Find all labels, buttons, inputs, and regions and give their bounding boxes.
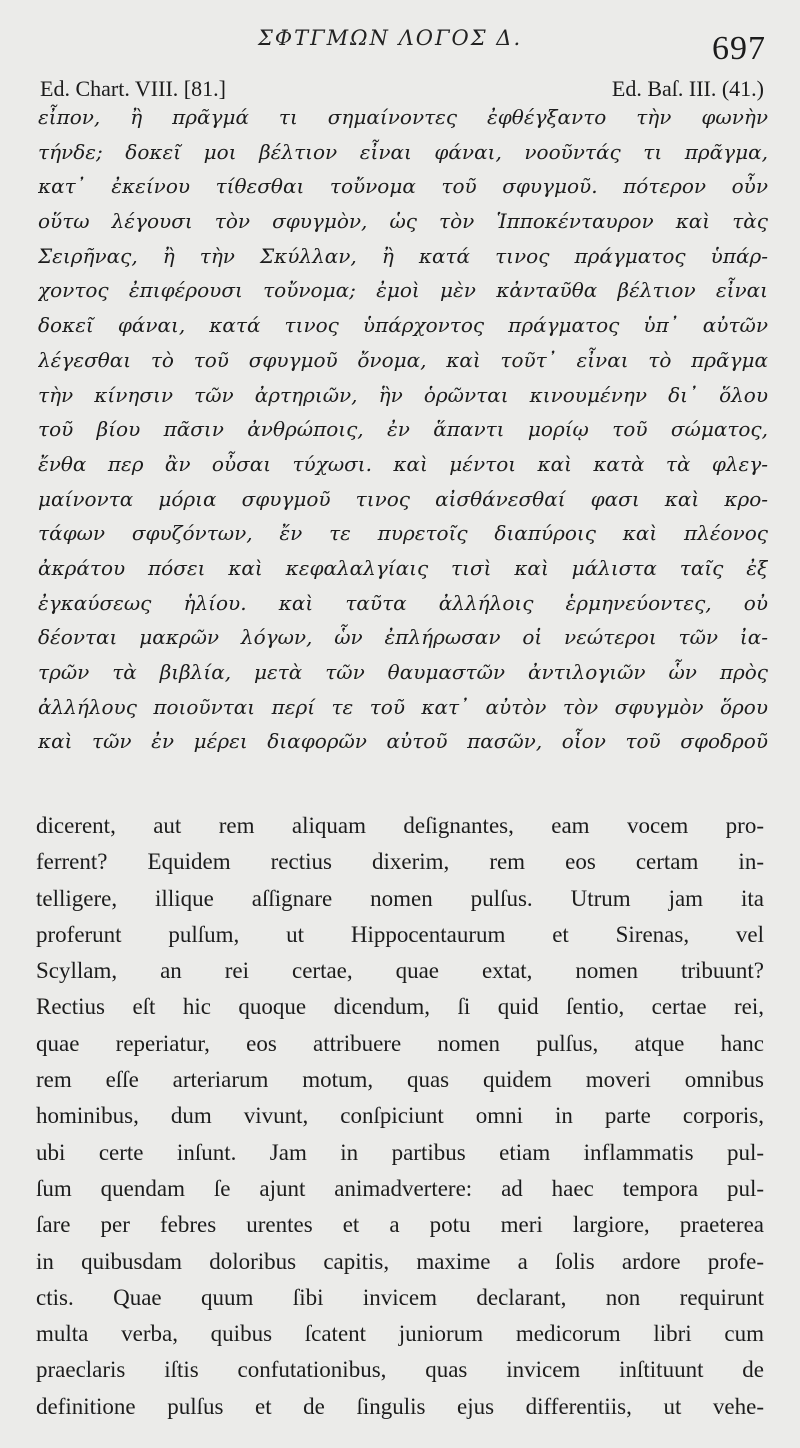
edition-reference-left: Ed. Chart. VIII. [81.] (40, 76, 226, 101)
greek-line: ἐγκαύσεως ἡλίου. καὶ ταῦτα ἀλλήλοις ἑρμηνεύοντες, οὐ (38, 590, 768, 615)
greek-line: καὶ τῶν ἐν μέρει διαφορῶν αὐτοῦ πασῶν, οἷον τοῦ σφοδροῦ (38, 729, 768, 754)
greek-line: Σειρῆνας, ἢ τὴν Σκύλλαν, ἢ κατά τινος πράγματος ὑπάρ- (38, 243, 768, 268)
latin-line: ctis. Quae quum ſibi invicem declarant, non requirunt (36, 1284, 764, 1310)
page-number: 697 (712, 30, 766, 67)
latin-line: hominibus, dum vivunt, conſpiciunt omni in parte corporis, (36, 1103, 764, 1129)
greek-line: κατ᾽ ἐκείνου τίθεσθαι τοὔνομα τοῦ σφυγμοῦ. πότερον οὖν (38, 174, 768, 199)
latin-line: dicerent, aut rem aliquam deſignantes, eam vocem pro- (36, 813, 764, 838)
latin-line: rem eſſe arteriarum motum, quas quidem moveri omnibus (36, 1067, 764, 1093)
latin-line: ferrent? Equidem rectius dixerim, rem eos certam in- (36, 849, 764, 875)
latin-line: ubi certe inſunt. Jam in partibus etiam inflammatis pul- (36, 1139, 764, 1165)
greek-line: μαίνοντα μόρια σφυγμοῦ τινος αἰσθάνεσθαί φασι καὶ κρο- (38, 486, 768, 511)
latin-line: definitione pulſus et de ſingulis ejus differentiis, ut vehe- (36, 1393, 764, 1419)
latin-line: quae reperiatur, eos attribuere nomen pulſus, atque hanc (36, 1030, 764, 1056)
greek-line: δέονται μακρῶν λόγων, ὧν ἐπλήρωσαν οἱ νεώτεροι τῶν ἰα- (38, 625, 768, 650)
greek-line: τοῦ βίου πᾶσιν ἀνθρώποις, ἐν ἅπαντι μορίῳ τοῦ σώματος, (38, 417, 768, 442)
greek-line: ἀλλήλους ποιοῦνται περί τε τοῦ κατ᾽ αὐτὸν τὸν σφυγμὸν ὅρου (38, 694, 768, 719)
latin-line: multa verba, quibus ſcatent juniorum medicorum libri cum (36, 1321, 764, 1347)
latin-line: Rectius eſt hic quoque dicendum, ſi quid ſentio, certae rei, (36, 994, 764, 1020)
greek-line: οὕτω λέγουσι τὸν σφυγμὸν, ὡς τὸν Ἱπποκένταυρον καὶ τὰς (38, 209, 768, 234)
greek-line: χοντος ἐπιφέρουσι τοὔνομα; ἐμοὶ μὲν κἀνταῦθα βέλτιον εἶναι (38, 278, 768, 303)
greek-line: τρῶν τὰ βιβλία, μετὰ τῶν θαυμαστῶν ἀντιλογιῶν ὧν πρὸς (38, 660, 768, 684)
latin-line: praeclaris iſtis confutationibus, quas invicem inſtituunt de (36, 1357, 764, 1383)
latin-text-block (36, 808, 764, 1425)
edition-reference-right: Ed. Baſ. III. (41.) (611, 76, 764, 101)
greek-text-block (38, 100, 768, 759)
latin-line: in quibusdam doloribus capitis, maxime a ſolis ardore profe- (36, 1248, 764, 1274)
greek-line: δοκεῖ φάναι, κατά τινος ὑπάρχοντος πράγματος ὑπ᾽ αὐτῶν (38, 313, 768, 338)
greek-line: ἀκράτου πόσει καὶ κεφαλαλγίαις τισὶ καὶ μάλιστα ταῖς ἐξ (38, 555, 768, 580)
greek-line: τὴν κίνησιν τῶν ἀρτηριῶν, ἣν ὁρῶνται κινουμένην δι᾽ ὅλου (38, 382, 768, 407)
latin-line: telligere, illique aſſignare nomen pulſus. Utrum jam ita (36, 885, 764, 911)
latin-line: Scyllam, an rei certae, quae extat, nomen tribuunt? (36, 958, 764, 984)
latin-line: ſare per febres urentes et a potu meri largiore, praeterea (36, 1212, 764, 1238)
greek-line: τήνδε; δοκεῖ μοι βέλτιον εἶναι φάναι, νοοῦντάς τι πρᾶγμα, (38, 139, 768, 164)
latin-line: ſum quendam ſe ajunt animadvertere: ad haec tempora pul- (36, 1175, 764, 1201)
greek-line: λέγεσθαι τὸ τοῦ σφυγμοῦ ὄνομα, καὶ τοῦτ᾽ εἶναι τὸ πρᾶγμα (38, 347, 768, 372)
greek-line: ἔνθα περ ἂν οὖσαι τύχωσι. καὶ μέντοι καὶ κατὰ τὰ φλεγ- (38, 451, 768, 476)
greek-line: τάφων σφυζόντων, ἔν τε πυρετοῖς διαπύροις καὶ πλέονος (38, 521, 768, 546)
greek-line: εἶπον, ἢ πρᾶγμά τι σημαίνοντες ἐφθέγξαντο τὴν φωνὴν (38, 105, 768, 129)
latin-line: proferunt pulſum, ut Hippocentaurum et Sirenas, vel (36, 921, 764, 947)
running-head: ΣΦΤΓΜΩΝ ΛΟΓΟΣ Δ. (258, 26, 523, 50)
